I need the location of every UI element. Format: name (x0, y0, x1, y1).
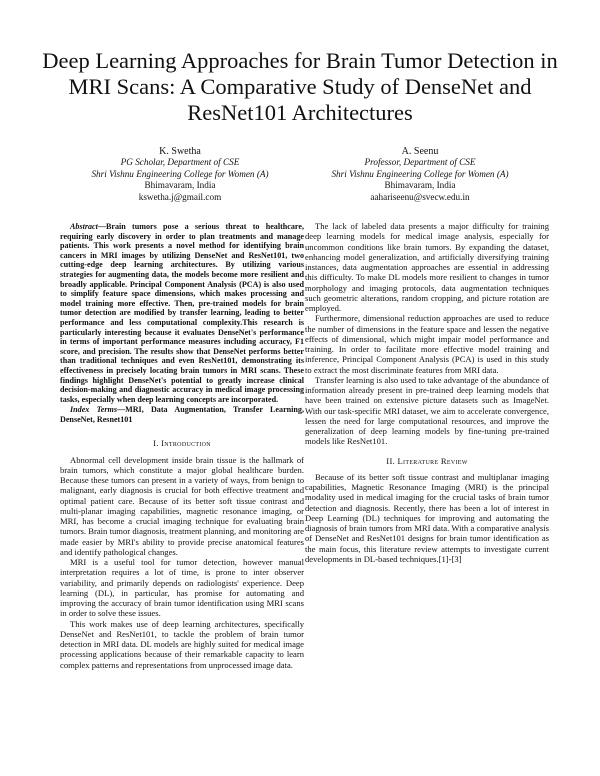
paragraph: Because of its better soft tissue contrast and multiplanar imaging capabilities, Magnetic Resonance Imaging (MRI) is the principal modality used in medical imaging for the crucial tasks of brain tumor detection and diagnosis. Recently, there has been a lot of interest in Deep Learning (DL) techniques for improving and automating the diagnosis of brain tumors from MRI data. With a comparative analysis of DenseNet and ResNet101 designs for brain tumor identification as the main focus, this literature review attempts to investigate current developments in DL-based techniques.[1]-[3] (305, 471, 549, 564)
author-institution: Shri Vishnu Engineering College for Women (A) (91, 168, 269, 179)
left-column (60, 222, 304, 670)
author-institution: Shri Vishnu Engineering College for Women (A) (331, 168, 509, 179)
author-name: K. Swetha (159, 146, 201, 157)
section-heading-introduction: I. Introduction (153, 438, 211, 449)
index-terms-lead: Index Terms (70, 405, 117, 415)
section-heading-literature-review: II. Literature Review (386, 455, 468, 466)
paragraph: Transfer learning is also used to take advantage of the abundance of information already present in pre-trained deep learning models that have been trained on extensive picture datasets such as ImageNet. With our task-specific MRI dataset, we aim to accelerate convergence, lessen the need for large computational resources, and improve the generalization of deep learning models by fine-tuning pre-trained models like ResNet101. (305, 374, 549, 447)
author-role: Professor, Department of CSE (364, 157, 476, 168)
paper-title: Deep Learning Approaches for Brain Tumor Detection in MRI Scans: A Comparative Study of DenseNet and ResNet101 Architectures (42, 48, 558, 125)
author-name: A. Seenu (401, 146, 439, 157)
right-column (305, 221, 549, 564)
author-block (60, 146, 300, 203)
paragraph: This work makes use of deep learning architectures, specifically DenseNet and ResNet101, to tackle the problem of brain tumor detection in MRI data. DL models are highly suited for medical image processing applications because of their remarkable capacity to learn complex patterns and representations from unprocessed image data. (60, 618, 304, 670)
index-terms (60, 405, 304, 424)
author-email: aahariseenu@svecw.edu.in (370, 191, 470, 202)
abstract-text: —Brain tumors pose a serious threat to healthcare, requiring early discovery in order to plan treatments and manage patients. This work presents a novel method for identifying brain cancers in MRI images by utilizing DenseNet and ResNet101, two cutting-edge deep learning architectures. By utilizing various strategies for augmenting data, the models become more resilient and broadly applicable. Principal Component Analysis (PCA) is also used to simplify feature space dimensions, which makes processing and model training more effective. Then, pre-trained models for brain tumor detection are modified by transfer learning, leading to better performance and less computational complexity.This research is particularly interesting because it evaluates DenseNet's performance in terms of important performance measures including accuracy, F1 score, and precision. The results show that DenseNet performs better than traditional techniques and even ResNet101, demonstrating its effectiveness in precisely locating brain tumors in MRI scans. These findings highlight DenseNet's potential to greatly increase clinical decision-making and diagnostic accuracy in medical image processing tasks, especially when deep learning concepts are incorporated. (60, 222, 304, 404)
author-location: Bhimavaram, India (144, 180, 216, 191)
author-role: PG Scholar, Department of CSE (120, 157, 240, 168)
author-email: kswetha.j@gmail.com (138, 191, 222, 202)
author-block (300, 146, 540, 203)
paragraph: Abnormal cell development inside brain tissue is the hallmark of brain tumors, which constitute a major global healthcare burden. Because these tumors can present in a variety of ways, from benign to malignant, early diagnosis is crucial for both effective treatment and optimal patient care. Because of its better soft tissue contrast and multi-planar imaging capabilities, magnetic resonance imaging, or MRI, has become a crucial imaging technique for evaluating brain tumors. Brain tumor diagnosis, treatment planning, and monitoring are made easier by MRI's ability to provide precise anatomical features and identify pathological changes. (60, 454, 304, 557)
abstract (60, 222, 304, 404)
paragraph: The lack of labeled data presents a major difficulty for training deep learning models for medical image analysis, especially for uncommon conditions like brain tumors. By expanding the dataset, enhancing model generalization, and artificially diversifying training instances, data augmentation approaches are essential in addressing this difficulty. To make DL models more resilient to changes in tumor morphology and imaging protocols, data augmentation techniques such geometric alterations, random cropping, and picture rotation are employed. (305, 221, 549, 313)
abstract-lead: Abstract (70, 222, 98, 231)
paragraph: MRI is a useful tool for tumor detection, however manual interpretation requires a lot of time, is prone to inter observer variability, and primarily depends on radiologists' experience. Deep learning (DL), in particular, has promise for automating and improving the accuracy of brain tumor identification using MRI scans in order to solve these issues. (60, 557, 304, 619)
author-location: Bhimavaram, India (384, 180, 456, 191)
index-terms-text: —MRI, Data Augmentation, Transfer Learning, DenseNet, Resnet101 (60, 405, 304, 424)
paragraph: Furthermore, dimensional reduction approaches are used to reduce the number of dimensions in the feature space and lessen the negative effects of dimensional, which might impair model performance and training. In order to facilitate more effective model training and inference, Principal Component Analysis (PCA) is used in this study to extract the most discriminate features from MRI data. (305, 313, 549, 375)
